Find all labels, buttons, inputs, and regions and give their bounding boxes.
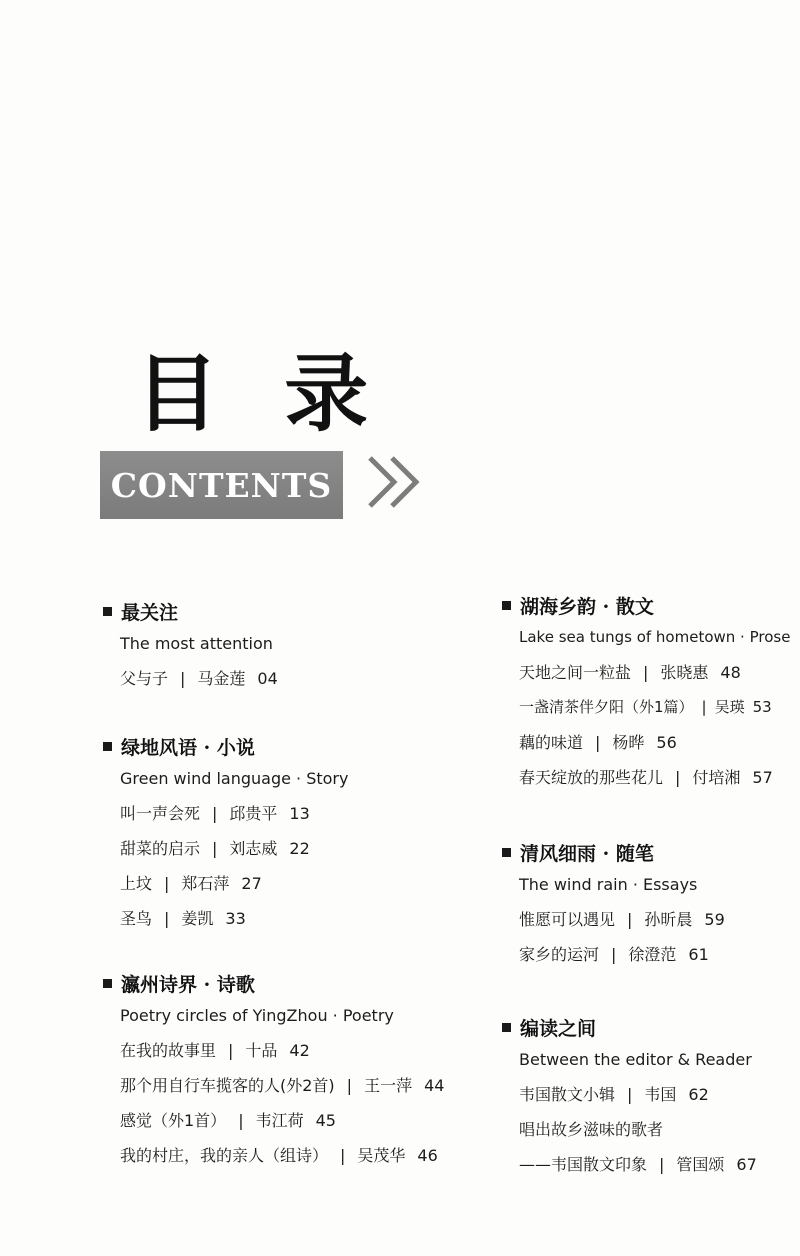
section-english-title: Poetry circles of YingZhou · Poetry [120,1006,394,1025]
entry-separator: | [164,909,170,928]
toc-section-essays [502,837,725,972]
entry-page: 33 [225,909,246,928]
square-bullet-icon [103,979,112,988]
entry-title: 圣鸟 [120,909,153,928]
entry-separator: | [611,945,617,964]
section-english-title: Between the editor & Reader [519,1050,752,1069]
entry-title: 感觉（外1首） [120,1111,227,1130]
toc-entry[interactable] [519,690,790,725]
toc-entry[interactable] [519,1077,757,1112]
entry-page: 67 [736,1155,757,1174]
section-english-title: The most attention [120,634,273,653]
entry-author: 马金莲 [197,669,246,688]
entry-page: 04 [257,669,278,688]
entry-author: 刘志威 [229,839,278,858]
section-english-title: The wind rain · Essays [519,875,698,894]
entry-title: 韦国散文小辑 [519,1085,616,1104]
entry-page: 46 [417,1146,438,1165]
entry-separator: | [346,1076,353,1095]
entry-page: 13 [289,804,310,823]
toc-entry-heading[interactable]: 唱出故乡滋味的歌者 [519,1120,664,1139]
square-bullet-icon [502,1023,511,1032]
entry-separator: | [595,733,601,752]
entry-page: 42 [289,1041,310,1060]
entry-author: 韦江荷 [255,1111,304,1130]
entry-page: 57 [752,768,773,787]
entry-page: 22 [289,839,310,858]
entry-page: 45 [315,1111,336,1130]
entry-separator: | [238,1111,244,1130]
entry-title: 叫一声会死 [120,804,201,823]
entry-author: 付培湘 [692,768,741,787]
toc-entry[interactable] [519,760,790,795]
entry-title: 惟愿可以遇见 [519,910,616,929]
entry-author: 韦国 [644,1085,677,1104]
entry-title: 在我的故事里 [120,1041,217,1060]
entry-separator: | [659,1155,665,1174]
entry-separator: | [180,669,186,688]
toc-entry[interactable] [519,902,725,937]
entry-author: 张晓惠 [660,663,709,682]
entry-title: 父与子 [120,669,169,688]
toc-entry[interactable] [120,866,348,901]
toc-section-prose [502,590,790,795]
entry-separator: | [340,1146,346,1165]
entry-author: 姜凯 [181,909,214,928]
toc-section-most-attention [103,596,278,696]
square-bullet-icon [103,607,112,616]
entry-author: 郑石萍 [181,874,230,893]
section-title: 瀛州诗界 · 诗歌 [121,973,255,996]
toc-entry[interactable] [120,831,348,866]
entry-title: 甜菜的启示 [120,839,201,858]
square-bullet-icon [502,848,511,857]
toc-entry[interactable] [519,937,725,972]
section-title: 最关注 [121,601,179,624]
entry-separator: | [212,804,218,823]
entry-page: 56 [656,733,677,752]
toc-section-story [103,731,348,936]
section-title: 绿地风语 · 小说 [121,736,255,759]
entry-separator: | [212,839,218,858]
entry-page: 61 [688,945,709,964]
contents-banner-label: CONTENTS [110,465,333,505]
entry-title: 那个用自行车揽客的人(外2首) [120,1076,335,1095]
entry-separator: | [627,1085,633,1104]
entry-separator: | [627,910,633,929]
entry-author: 孙昕晨 [644,910,693,929]
entry-author: 邱贵平 [229,804,278,823]
entry-separator: | [228,1041,234,1060]
entry-title: 上坟 [120,874,153,893]
toc-section-editor-reader [502,1012,757,1182]
entry-page: 27 [241,874,262,893]
entry-title: 春天绽放的那些花儿 [519,768,664,787]
toc-entry[interactable] [519,725,790,760]
toc-entry[interactable] [120,1068,444,1103]
entry-separator: | [675,768,681,787]
toc-entry[interactable] [519,1147,757,1182]
entry-title: 一盏清茶伴夕阳（外1篇） [519,698,694,716]
entry-title: 藕的味道 [519,733,584,752]
entry-title: 天地之间一粒盐 [519,663,632,682]
entry-title: 我的村庄，我的亲人（组诗） [120,1146,329,1165]
section-english-title: Green wind language · Story [120,769,349,788]
entry-author: 管国颂 [676,1155,725,1174]
entry-page: 48 [720,663,741,682]
entry-page: 53 [752,698,772,716]
toc-section-poetry [103,968,444,1173]
entry-author: 杨晔 [612,733,645,752]
entry-title: 家乡的运河 [519,945,600,964]
toc-entry[interactable] [120,1138,444,1173]
toc-entry[interactable] [120,901,348,936]
section-english-title: Lake sea tungs of hometown · Prose [519,628,791,646]
entry-separator: | [164,874,170,893]
entry-author: 吴茂华 [357,1146,406,1165]
entry-author: 王一萍 [364,1076,413,1095]
entry-separator: | [643,663,649,682]
entry-page: 62 [688,1085,709,1104]
entry-page: 59 [704,910,725,929]
entry-page: 44 [424,1076,445,1095]
square-bullet-icon [103,742,112,751]
double-chevron-icon [366,452,426,510]
section-title: 清风细雨 · 随笔 [520,842,654,865]
toc-entry[interactable] [120,796,348,831]
entry-author: 徐澄范 [628,945,677,964]
entry-separator: | [701,698,707,716]
entry-title: ——韦国散文印象 [519,1155,648,1174]
entry-author: 吴瑛 [714,698,745,716]
toc-entry[interactable] [519,655,790,690]
toc-entry[interactable] [120,661,278,696]
contents-banner [100,451,343,519]
toc-entry[interactable] [120,1103,444,1138]
entry-author: 十品 [245,1041,278,1060]
toc-entry[interactable] [120,1033,444,1068]
square-bullet-icon [502,601,511,610]
page-title: 目 录 [135,344,387,443]
section-title: 湖海乡韵 · 散文 [520,595,654,618]
section-title: 编读之间 [520,1017,597,1040]
